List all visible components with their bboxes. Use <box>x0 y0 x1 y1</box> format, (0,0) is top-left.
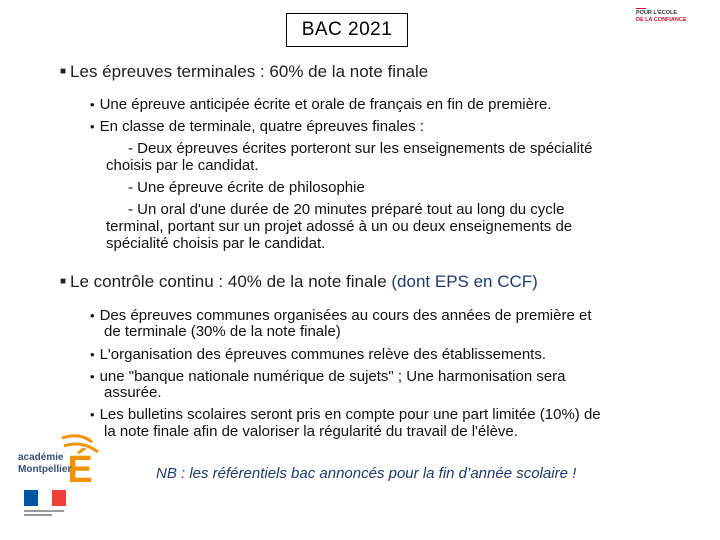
brand-bar <box>636 8 646 9</box>
bullet-icon: • <box>90 407 95 422</box>
sub-item-1a: - Deux épreuves écrites porteront sur les enseignements de spécialité <box>128 140 593 157</box>
bullet-text: L'organisation des épreuves communes relève des établissements. <box>99 346 547 363</box>
sub-item-1b: choisis par le candidat. <box>106 157 259 174</box>
brand-line-2: DE LA CONFIANCE <box>636 17 687 23</box>
bullet-icon: • <box>90 308 95 323</box>
logo-line-1: académie <box>18 452 64 463</box>
bullet-icon: • <box>90 369 95 384</box>
bullet-text: une "banque nationale numérique de sujets" ; Une harmonisation sera <box>99 368 566 385</box>
section-1-bullet-1 <box>90 96 714 113</box>
academie-montpellier-logo <box>14 430 104 490</box>
sub-item-3c: spécialité choisis par le candidat. <box>106 235 326 252</box>
section-2-bullet-3 <box>90 368 714 385</box>
bullet-icon: • <box>90 119 95 134</box>
section-1-heading-text: Les épreuves terminales : 60% de la note finale <box>70 62 429 81</box>
section-2-bullet-4-cont: la note finale afin de valoriser la régularité du travail de l'élève. <box>104 423 518 440</box>
section-2-bullet-4 <box>90 406 714 423</box>
brand-logo <box>636 8 708 24</box>
section-2-heading-note: (dont EPS en CCF) <box>391 272 538 291</box>
bullet-text: En classe de terminale, quatre épreuves finales : <box>99 118 424 135</box>
section-2-heading <box>60 272 538 292</box>
page-title: BAC 2021 <box>286 13 408 47</box>
sub-item-3b: terminal, portant sur un projet adossé à un ou deux enseignements de <box>106 218 573 235</box>
section-1-heading <box>60 62 428 82</box>
logo-line-2: Montpellier <box>18 464 72 475</box>
section-2-bullet-1-cont: de terminale (30% de la note finale) <box>104 323 341 340</box>
bullet-text: Les bulletins scolaires seront pris en compte pour une part limitée (10%) de <box>99 406 601 423</box>
section-2-bullet-1 <box>90 307 714 324</box>
square-bullet-icon: ■ <box>60 276 67 287</box>
republique-francaise-logo <box>24 490 68 520</box>
square-bullet-icon: ■ <box>60 66 67 77</box>
sub-item-3a: - Un oral d'une durée de 20 minutes préparé tout au long du cycle <box>128 201 565 218</box>
section-2-heading-text: Le contrôle continu : 40% de la note finale <box>70 272 392 291</box>
section-2-bullet-3-cont: assurée. <box>104 384 162 401</box>
section-1-bullet-2 <box>90 118 714 135</box>
brand-line-1: POUR L'ÉCOLE <box>636 10 678 16</box>
logo-letter: É <box>67 449 93 490</box>
nb-note: NB : les référentiels bac annoncés pour la fin d’année scolaire ! <box>156 465 577 482</box>
bullet-text: Des épreuves communes organisées au cours des années de première et <box>99 307 592 324</box>
bullet-text: Une épreuve anticipée écrite et orale de français en fin de première. <box>99 96 552 113</box>
sub-item-2: - Une épreuve écrite de philosophie <box>128 179 365 196</box>
bullet-icon: • <box>90 347 95 362</box>
bullet-icon: • <box>90 97 95 112</box>
section-2-bullet-2 <box>90 346 714 363</box>
